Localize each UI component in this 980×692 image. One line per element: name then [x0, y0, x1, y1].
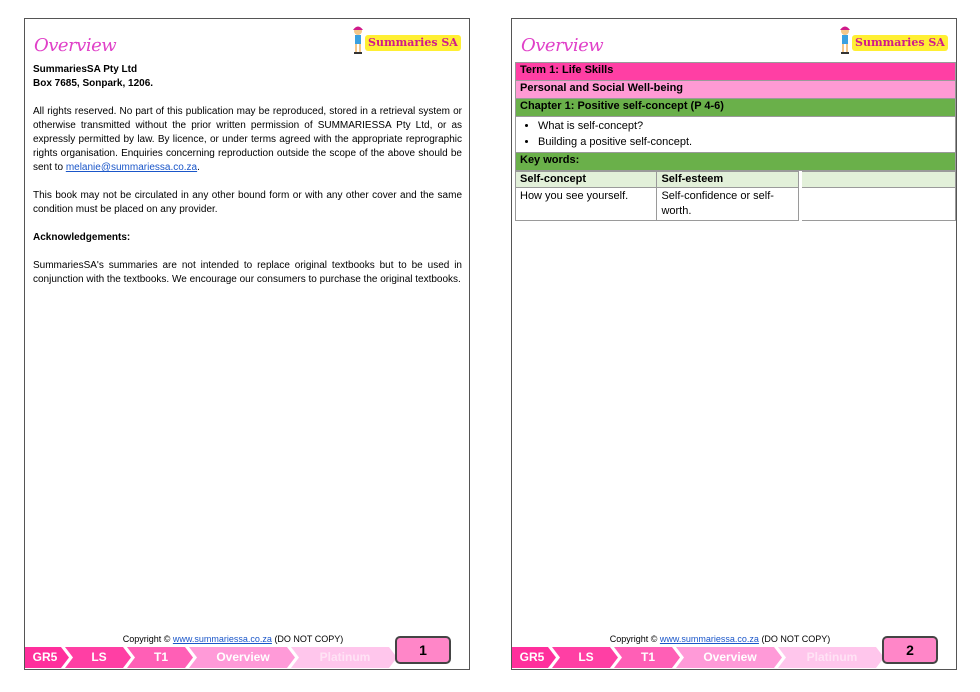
topics-row — [516, 117, 956, 153]
nav-term[interactable]: T1 — [153, 650, 168, 664]
document-page-1 — [24, 18, 470, 670]
email-link[interactable]: melanie@summariessa.co.za — [65, 162, 198, 173]
nav-term[interactable]: T1 — [640, 650, 655, 664]
keyword-definition: Self-confidence or self-worth. — [657, 188, 799, 221]
chapter-row — [516, 99, 956, 117]
footer-nav-strip — [512, 647, 884, 668]
nav-overview[interactable]: Overview — [216, 650, 270, 664]
circulation-paragraph: This book may not be circulated in any other bound form or with any other cover and the same condition must be placed on any provider. — [33, 190, 462, 215]
girl-figure-icon — [838, 25, 852, 55]
document-page-2 — [511, 18, 957, 670]
page-number: 2 — [882, 636, 938, 664]
page-number: 1 — [395, 636, 451, 664]
copyright-suffix: (DO NOT COPY) — [761, 634, 831, 644]
strand-cell: Personal and Social Well-being — [516, 81, 956, 99]
logo-text: Summaries SA — [365, 35, 461, 51]
keywords-header-row — [516, 172, 799, 188]
copyright-prefix: Copyright © — [609, 634, 658, 644]
topics-cell — [516, 117, 956, 153]
site-link[interactable]: www.summariessa.co.za — [172, 634, 272, 644]
page-title: Overview — [521, 35, 604, 56]
nav-platinum[interactable]: Platinum — [319, 650, 371, 664]
nav-subject[interactable]: LS — [578, 650, 594, 664]
acknowledgements-paragraph: SummariesSA's summaries are not intended to replace original textbooks but to be used in conjunction with the textbooks. We encourage our consumers to purchase the original textbooks. — [33, 260, 462, 285]
keywords-heading-row — [516, 153, 956, 171]
keyword-definition: How you see yourself. — [516, 188, 657, 221]
keywords-definition-row — [516, 188, 799, 221]
footer-nav-strip — [25, 647, 397, 668]
logo-text: Summaries SA — [852, 35, 948, 51]
keywords-table — [515, 171, 799, 221]
summaries-sa-logo — [351, 25, 467, 55]
strand-row — [516, 81, 956, 99]
keyword-term: Self-concept — [516, 172, 657, 188]
copyright-suffix: (DO NOT COPY) — [274, 634, 344, 644]
summaries-sa-logo — [838, 25, 954, 55]
rights-text: All rights reserved. No part of this publication may be reproduced, stored in a retrieval system or otherwise transmitted without the prior written permission of SUMMARIESSA Pty Ltd, or as expressly permitted by law. By licence, or under terms agreed with the appropriate reprographic rights organisation. Enquiries concerning reproduction outside the scope of the above should be sent to — [33, 106, 462, 173]
chapter-cell: Chapter 1: Positive self-concept (P 4-6) — [516, 99, 956, 117]
page-title: Overview — [34, 35, 117, 56]
overview-table — [515, 62, 956, 171]
nav-grade[interactable]: GR5 — [32, 650, 58, 664]
term-row — [516, 63, 956, 81]
keywords-heading: Key words: — [516, 153, 956, 171]
nav-grade[interactable]: GR5 — [519, 650, 545, 664]
nav-subject[interactable]: LS — [91, 650, 107, 664]
girl-figure-icon — [351, 25, 365, 55]
keyword-term: Self-esteem — [657, 172, 799, 188]
rights-paragraph: All rights reserved. No part of this publication may be reproduced, stored in a retrieval system or otherwise transmitted without the prior written permission of SUMMARIESSA Pty Ltd, or as expressly permitted by law. By licence, or under terms agreed with the appropriate reprographic rights organisation. Enquiries concerning reproduction outside the scope of the above should be sent to melanie@summariessa.co.za. — [33, 106, 462, 173]
nav-platinum[interactable]: Platinum — [806, 650, 858, 664]
keywords-empty-column — [802, 171, 956, 221]
term-cell: Term 1: Life Skills — [516, 63, 956, 81]
company-name: SummariesSA Pty Ltd — [33, 64, 138, 75]
acknowledgements-heading: Acknowledgements: — [33, 232, 131, 243]
nav-overview[interactable]: Overview — [703, 650, 757, 664]
site-link[interactable]: www.summariessa.co.za — [659, 634, 759, 644]
company-address — [33, 63, 462, 91]
list-item: • Building a positive self-concept. — [538, 134, 951, 150]
list-item: • What is self-concept? — [538, 118, 951, 134]
topic-list — [520, 118, 951, 150]
page-body — [33, 63, 462, 301]
postal-address: Box 7685, Sonpark, 1206. — [33, 78, 154, 89]
copyright-prefix: Copyright © — [122, 634, 171, 644]
